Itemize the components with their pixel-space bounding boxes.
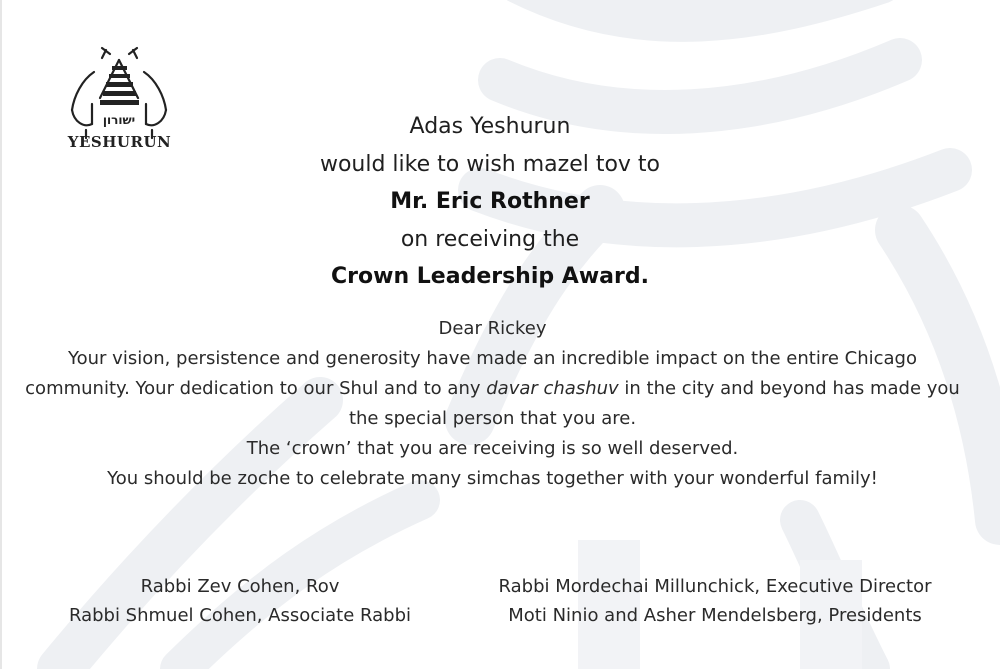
message-body xyxy=(20,314,965,494)
signature-line: Moti Ninio and Asher Mendelsberg, Presidents xyxy=(508,605,922,626)
message-paragraph-3: You should be zoche to celebrate many simchas together with your wonderful family! xyxy=(107,468,878,489)
award-name: Crown Leadership Award. xyxy=(331,264,649,289)
wish-line: would like to wish mazel tov to xyxy=(319,151,661,177)
honoree-name: Mr. Eric Rothner xyxy=(390,189,590,214)
signature-line: Rabbi Zev Cohen, Rov xyxy=(140,576,340,597)
message-paragraph-1 xyxy=(20,344,965,434)
signature-block-right xyxy=(470,572,960,630)
paragraph-1-italic: davar chashuv xyxy=(486,378,619,399)
signature-line: Rabbi Shmuel Cohen, Associate Rabbi xyxy=(68,605,412,626)
logo-hebrew-text: ישורון xyxy=(102,113,136,127)
paragraph-1-end: in the city and beyond has made you the special person that you are. xyxy=(348,378,960,429)
message-paragraph-2: The ‘crown’ that you are receiving is so well deserved. xyxy=(246,438,739,459)
receiving-line: on receiving the xyxy=(400,226,580,252)
announcement-heading xyxy=(0,108,980,296)
paragraph-1-start: Your vision, persistence and generosity have made an incredible impact on the entire Chicago community. Your dedication to our Shul and to any xyxy=(25,348,917,399)
signature-block-left xyxy=(40,572,440,630)
org-name: Adas Yeshurun xyxy=(409,114,571,139)
logo-text: YESHURUN xyxy=(67,133,172,151)
signature-line: Rabbi Mordechai Millunchick, Executive Director xyxy=(498,576,932,597)
salutation: Dear Rickey xyxy=(438,318,547,339)
